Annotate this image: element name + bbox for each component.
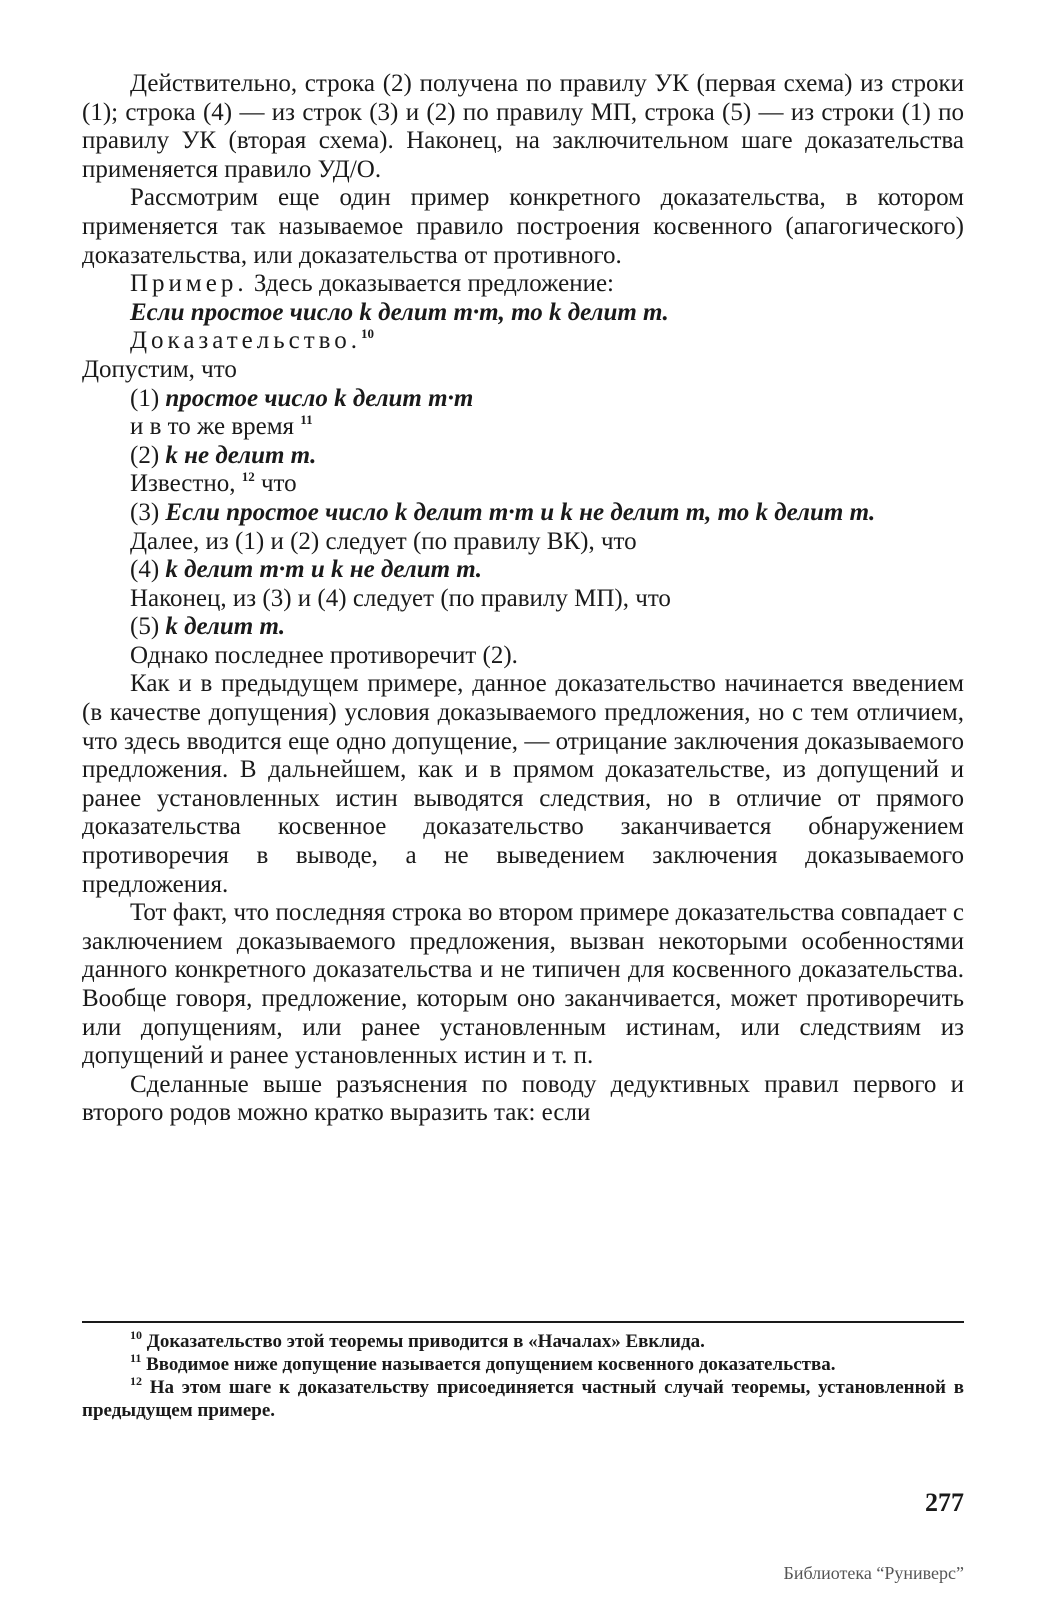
example-label: Пример. (130, 270, 248, 298)
proof-heading (82, 327, 964, 356)
step-3-number: (3) (130, 498, 166, 526)
same-time-text: и в то же время (130, 413, 301, 441)
paragraph-3: Как и в предыдущем примере, данное доказательство начинается введением (в качестве допущения) условия доказываемого предложения, но с тем отличием, что здесь вводится еще одно допущение, — отрицание заключения доказываемого предложения. В дальнейшем, как и в прямом доказательстве, из допущений и ранее установленных истин выводятся следствия, но в отличие от прямого доказательства косвенное доказательство заканчивается обнаружением противоречия в выводе, а не выведением заключения доказываемого предложения. (82, 670, 964, 898)
footnote-11 (82, 1353, 964, 1376)
step-2-number: (2) (130, 441, 166, 469)
footnote-12 (82, 1376, 964, 1422)
footnote-ref-10: 10 (361, 326, 375, 342)
step-4 (82, 556, 964, 585)
paragraph-5: Сделанные выше разъяснения по поводу дедуктивных правил первого и второго родов можно кратко выразить так: если (82, 1070, 964, 1127)
known-end: что (254, 470, 297, 498)
step-1 (82, 385, 964, 414)
footnote-10 (82, 1330, 964, 1353)
main-text (82, 70, 964, 1128)
footnote-ref-12: 12 (241, 469, 255, 485)
step-1-number: (1) (130, 384, 166, 412)
step-2-text: k не делит m. (165, 441, 317, 469)
step-4-text: k делит m·m и k не делит m. (165, 556, 482, 584)
footnote-ref-11: 11 (300, 412, 313, 428)
footnote-divider (82, 1321, 964, 1323)
step-5 (82, 613, 964, 642)
example-text: Здесь доказывается предложение: (247, 270, 615, 298)
further-line: Далее, из (1) и (2) следует (по правилу ВК), что (130, 527, 637, 555)
assume-line: Допустим, что (82, 355, 237, 383)
same-time-line (82, 413, 964, 442)
footnote-number: 10 (130, 1328, 142, 1342)
step-5-text: k делит m. (165, 613, 286, 641)
example-line (82, 270, 964, 299)
footnote-text: Доказательство этой теоремы приводится в «Началах» Евклида. (142, 1331, 705, 1352)
finally-line: Наконец, из (3) и (4) следует (по правилу МП), что (130, 584, 671, 612)
step-2 (82, 442, 964, 471)
footnote-number: 12 (130, 1374, 142, 1388)
known-line (82, 470, 964, 499)
known-text: Известно, (130, 470, 242, 498)
step-3 (82, 499, 964, 528)
step-3-text: Если простое число k делит m·m и k не делит m, то k делит m. (165, 498, 876, 526)
paragraph-1: Действительно, строка (2) получена по правилу УК (первая схема) из строки (1); строка (4) — из строк (3) и (2) по правилу МП, строка (5) — из строки (1) по правилу УК (вторая схема). Наконец, на заключительном шаге доказательства применяется правило УД/О. (82, 70, 964, 183)
step-1-text: простое число k делит m·m (165, 384, 474, 412)
paragraph-2: Рассмотрим еще один пример конкретного доказательства, в котором применяется так называемое правило построения косвенного (апагогического) доказательства, или доказательства от противного. (82, 184, 964, 269)
footnotes (82, 1330, 964, 1422)
footnote-text: На этом шаге к доказательству присоединяется частный случай теоремы, установленной в предыдущем примере. (82, 1377, 964, 1421)
step-4-number: (4) (130, 556, 166, 584)
step-5-number: (5) (130, 613, 166, 641)
paragraph-4: Тот факт, что последняя строка во втором примере доказательства совпадает с заключением доказываемого предложения, вызван некоторыми особенностями данного конкретного доказательства и не типичен для косвенного доказательства. Вообще говоря, предложение, которым оно заканчивается, может противоречить или допущениям, или ранее установленным истинам, или следствиям из допущений и ранее установленных истин и т. п. (82, 899, 964, 1070)
proof-label: Доказательство. (130, 327, 362, 355)
library-watermark: Библиотека “Руниверс” (783, 1563, 964, 1583)
footnote-number: 11 (130, 1351, 142, 1365)
page-number: 277 (925, 1488, 964, 1517)
footnote-text: Вводимое ниже допущение называется допущением косвенного доказательства. (141, 1354, 836, 1375)
theorem-statement: Если простое число k делит m·m, то k делит m. (130, 298, 669, 326)
contradiction-line: Однако последнее противоречит (2). (130, 641, 518, 669)
